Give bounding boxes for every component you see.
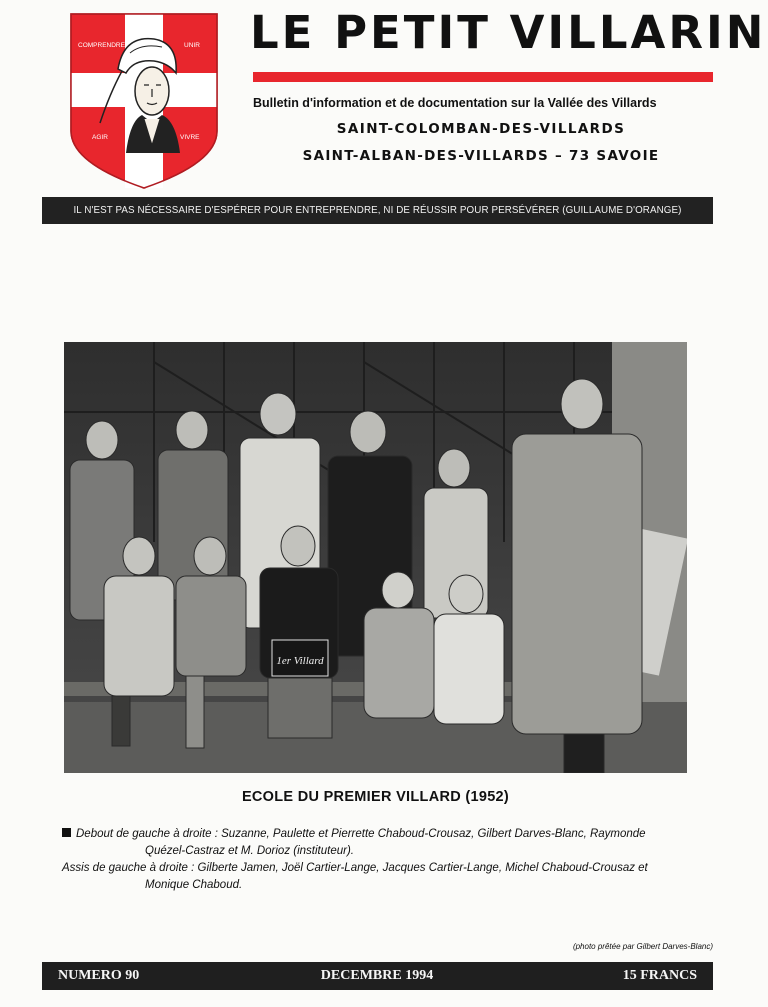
footer-bar <box>42 962 713 990</box>
caption-title: ECOLE DU PREMIER VILLARD (1952) <box>241 789 510 805</box>
issue-price: 15 FRANCS <box>622 968 697 983</box>
caption-standing-line2: Quézel-Castraz et M. Dorioz (instituteur). <box>145 845 354 857</box>
class-photograph <box>64 342 687 773</box>
commune-line-1: SAINT-COLOMBAN-DES-VILLARDS <box>336 121 626 137</box>
photo-credit: (photo prêtée par Gilbert Darves-Blanc) <box>572 942 713 951</box>
motto-banner <box>42 197 713 224</box>
bullet-square-icon <box>62 828 71 837</box>
issue-number: NUMERO 90 <box>58 968 140 983</box>
crest-logo <box>70 13 218 189</box>
caption-seated-line2: Monique Chaboud. <box>145 879 243 891</box>
masthead-title: LE PETIT VILLARIN <box>250 6 767 59</box>
masthead-red-rule <box>253 72 713 82</box>
crest-word-vivre: VIVRE <box>180 134 200 141</box>
crest-word-agir: AGIR <box>92 134 108 141</box>
crest-word-unir: UNIR <box>184 42 200 49</box>
caption-seated-line1: Assis de gauche à droite : Gilberte Jamen, Joël Cartier-Lange, Jacques Cartier-Lange, Michel Chaboud-Crousaz et <box>62 862 648 874</box>
caption-block <box>62 826 712 894</box>
commune-line-2: SAINT-ALBAN-DES-VILLARDS – 73 SAVOIE <box>302 148 660 164</box>
slate-text: 1er Villard <box>276 655 324 667</box>
caption-standing-line1: Debout de gauche à droite : Suzanne, Paulette et Pierrette Chaboud-Crousaz, Gilbert Darves-Blanc, Raymonde <box>62 826 712 843</box>
masthead-subtitle: Bulletin d'information et de documentation sur la Vallée des Villards <box>253 96 657 110</box>
crest-word-comprendre: COMPRENDRE <box>78 42 125 49</box>
motto-text: IL N'EST PAS NÉCESSAIRE D'ESPÉRER POUR ENTREPRENDRE, NI DE RÉUSSIR POUR PERSÉVÉRER (GUILLAUME D'ORANGE) <box>73 205 682 216</box>
issue-date: DECEMBRE 1994 <box>320 968 434 983</box>
